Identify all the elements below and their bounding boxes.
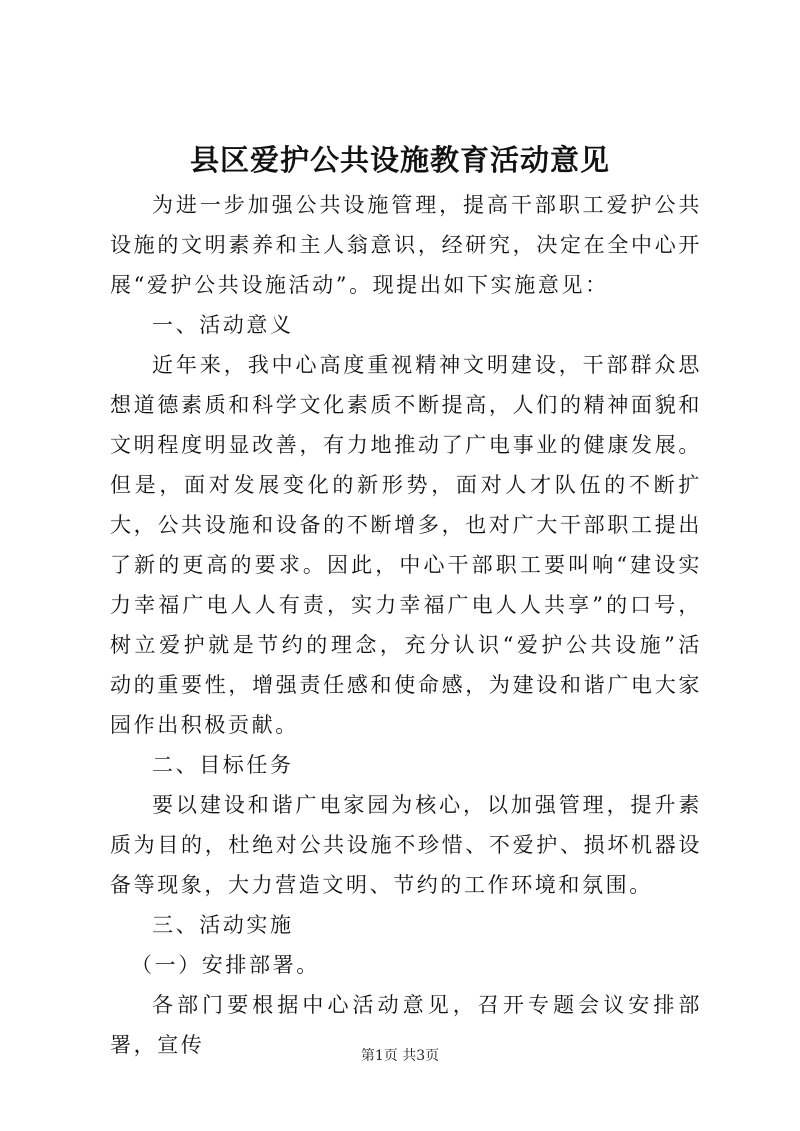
section-heading-significance: 一、活动意义 [152,313,294,337]
significance-paragraph: 近年来，我中心高度重视精神文明建设，干部群众思想道德素质和科学文化素质不断提高，人们的精神面貌和文明程度明显改善，有力地推动了广电事业的健康发展。但是，面对发展变化的新形势，面对人才队伍的不断扩大，公共设施和设备的不断增多，也对广大干部职工提出了新的更高的要求。因此，中心干部职工要叫响“建设实力幸福广电人人有责，实力幸福广电人人共享”的口号，树立爱护就是节约的理念，充分认识“爱护公共设施”活动的重要性，增强责任感和使命感，为建设和谐广电大家园作出积极贡献。 [110,353,702,737]
section-heading-implementation: 三、活动实施 [152,913,294,937]
page-footer: 第1页 共3页 [360,1048,440,1064]
section-heading-goals: 二、目标任务 [152,753,294,777]
goals-paragraph: 要以建设和谐广电家园为核心，以加强管理，提升素质为目的，杜绝对公共设施不珍惜、不爱护、损坏机器设备等现象，大力营造文明、节约的工作环境和氛围。 [110,793,702,897]
document-title: 县区爱护公共设施教育活动意见 [189,143,610,177]
arrangement-paragraph: 各部门要根据中心活动意见，召开专题会议安排部署，宣传 [110,993,702,1057]
intro-paragraph: 为进一步加强公共设施管理，提高干部职工爱护公共设施的文明素养和主人翁意识，经研究，决定在全中心开展“爱护公共设施活动”。现提出如下实施意见： [110,193,702,297]
document-body [110,185,702,1065]
subsection-heading-arrangement: （一）安排部署。 [131,953,320,977]
